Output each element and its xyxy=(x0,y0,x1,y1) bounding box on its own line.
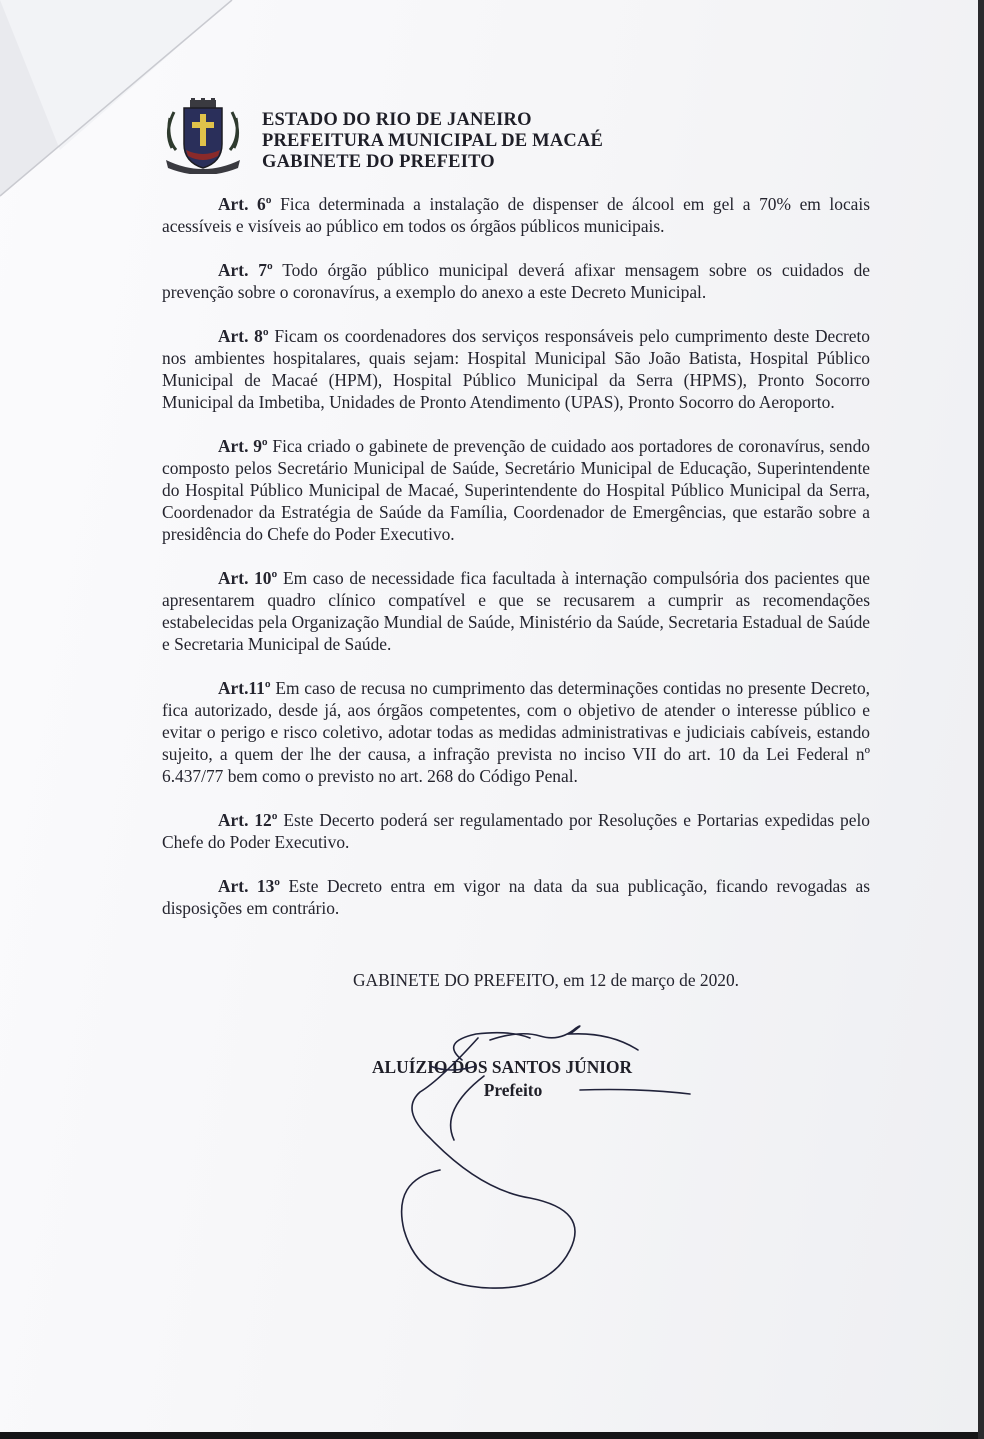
article-6 xyxy=(162,193,870,237)
article-9 xyxy=(162,435,870,545)
article-12 xyxy=(162,809,870,853)
signatory-name: ALUÍZIO DOS SANTOS JÚNIOR xyxy=(372,1057,633,1077)
article-label: Art. 8º xyxy=(218,326,269,346)
article-text: Em caso de necessidade fica facultada à internação compulsória dos pacientes que apresentarem quadro clínico compatível e que se recusarem a cumprir as recomendações estabelecidas pela Organização Mundial de Saúde, Ministério da Saúde, Secretaria Estadual de Saúde e Secretaria Municipal de Saúde. xyxy=(162,568,870,654)
article-text: Em caso de recusa no cumprimento das determinações contidas no presente Decreto, fica autorizado, desde já, aos órgãos competentes, com o objetivo de atender o interesse público e evitar o perigo e risco coletivo, adotar todas as medidas administrativas e judiciais cabíveis, estando sujeito, a quem der lhe der causa, a infração prevista no inciso VII do art. 10 da Lei Federal nº 6.437/77 bem como o previsto no art. 268 do Código Penal. xyxy=(162,678,870,786)
article-text: Fica determinada a instalação de dispenser de álcool em gel a 70% em locais acessíveis e visíveis ao público em todos os órgãos públicos municipais. xyxy=(162,194,870,236)
article-text: Ficam os coordenadores dos serviços responsáveis pelo cumprimento deste Decreto nos ambientes hospitalares, quais sejam: Hospital Municipal São João Batista, Hospital Público Municipal de Macaé (HPM), Hospital Público Municipal da Serra (HPMS), Pronto Socorro Municipal da Imbetiba, Unidades de Pronto Atendimento (UPAS), Pronto Socorro do Aeroporto. xyxy=(162,326,871,412)
article-label: Art. 9º xyxy=(218,436,268,456)
article-label: Art. 13º xyxy=(218,876,281,896)
article-label: Art.11º xyxy=(218,678,271,698)
article-13 xyxy=(162,875,870,919)
article-text: Este Decreto entra em vigor na data da sua publicação, ficando revogadas as disposições em contrário. xyxy=(162,876,870,918)
decree-body xyxy=(162,193,870,941)
article-label: Art. 6º xyxy=(218,194,272,214)
closing-line xyxy=(162,970,870,991)
letterhead xyxy=(160,98,760,178)
header-office: GABINETE DO PREFEITO xyxy=(262,152,495,172)
article-label: Art. 10º xyxy=(218,568,278,588)
article-11 xyxy=(162,677,870,787)
article-10 xyxy=(162,567,870,655)
article-text: Este Decerto poderá ser regulamentado por Resoluções e Portarias expedidas pelo Chefe do Poder Executivo. xyxy=(162,810,870,852)
article-8 xyxy=(162,325,870,413)
signatory-role: Prefeito xyxy=(483,1080,543,1100)
handwritten-signature xyxy=(380,1020,700,1320)
article-7 xyxy=(162,259,870,303)
article-label: Art. 12º xyxy=(218,810,278,830)
header-state: ESTADO DO RIO DE JANEIRO xyxy=(262,110,532,130)
page-bottom-edge xyxy=(0,1432,984,1439)
page-right-edge xyxy=(978,0,984,1439)
article-text: Todo órgão público municipal deverá afixar mensagem sobre os cuidados de prevenção sobre o coronavírus, a exemplo do anexo a este Decreto Municipal. xyxy=(162,260,870,302)
coat-of-arms-icon xyxy=(160,98,246,174)
article-text: Fica criado o gabinete de prevenção de cuidado aos portadores de coronavírus, sendo composto pelos Secretário Municipal de Saúde, Secretário Municipal de Educação, Superintendente do Hospital Público Municipal de Macaé, Superintendente do Hospital Público Municipal da Serra, Coordenador da Estratégia de Saúde da Família, Coordenador de Emergências, que estarão sobre a presidência do Chefe do Poder Executivo. xyxy=(162,436,870,544)
header-municipality: PREFEITURA MUNICIPAL DE MACAÉ xyxy=(262,131,604,151)
article-label: Art. 7º xyxy=(218,260,273,280)
closing-text: GABINETE DO PREFEITO, em 12 de março de 2020. xyxy=(352,970,740,990)
